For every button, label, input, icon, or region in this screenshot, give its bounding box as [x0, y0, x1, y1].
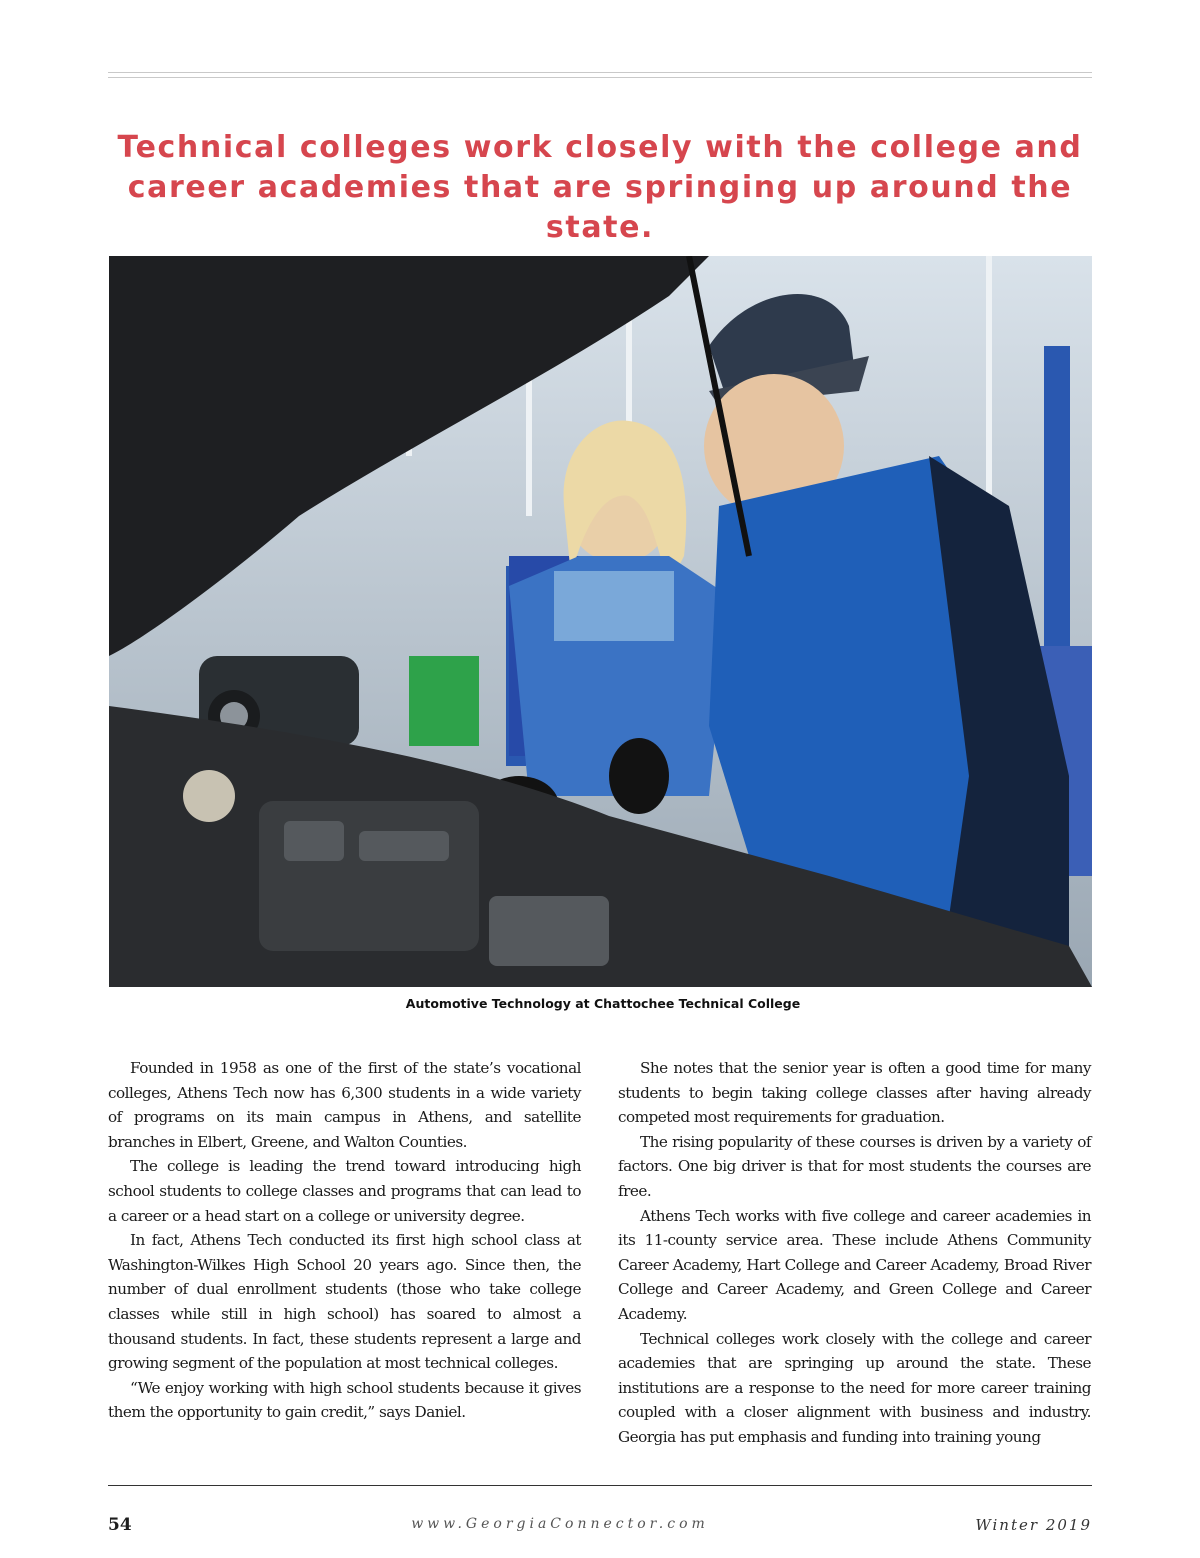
issue-label: Winter 2019 [975, 1516, 1092, 1534]
paragraph: The rising popularity of these courses is driven by a variety of factors. One big driver is that for most students the courses are free. [618, 1132, 1091, 1200]
top-rule-second [108, 77, 1092, 78]
automotive-photo [109, 256, 1092, 987]
page-number: 54 [108, 1515, 132, 1535]
paragraph: Founded in 1958 as one of the first of the state’s vocational colleges, Athens Tech now has 6,300 students in a wide variety of programs on its main campus in Athens, and satellite branches in Elbert, Greene, and Walton Counties. [108, 1059, 581, 1151]
paragraph: Technical colleges work closely with the college and career academies that are springing up around the state. These institutions are a response to the need for more career training coupled with a closer alignment with business and industry. Georgia has put emphasis and funding into training young [618, 1329, 1091, 1446]
paragraph: The college is leading the trend toward introducing high school students to college classes and programs that can lead to a career or a head start on a college or university degree. [108, 1157, 581, 1225]
photo-caption: Automotive Technology at Chattochee Technical College [405, 996, 801, 1011]
paragraph: Athens Tech works with five college and career academies in its 11-county service area. These include Athens Community Career Academy, Hart College and Career Academy, Broad River College and Career Academy, and Green College and Career Academy. [618, 1206, 1091, 1323]
photo-illustration [109, 256, 1092, 987]
right-column [618, 1056, 1091, 1450]
website-link[interactable]: www.GeorgiaConnector.com [411, 1516, 709, 1532]
footer-rule [108, 1485, 1092, 1486]
top-rule [108, 72, 1092, 73]
paragraph: She notes that the senior year is often a good time for many students to begin taking college classes after having already competed most requirements for graduation. [618, 1059, 1091, 1127]
paragraph: In fact, Athens Tech conducted its first high school class at Washington-Wilkes High School 20 years ago. Since then, the number of dual enrollment students (those who take college classes while still in high school) has soared to almost a thousand students. In fact, these students represent a large and growing segment of the population at most technical colleges. [108, 1231, 581, 1373]
pull-quote [108, 128, 1092, 248]
pull-quote-line-2: career academies that are springing up around the state. [127, 170, 1073, 245]
left-column [108, 1056, 581, 1425]
pull-quote-line-1: Technical colleges work closely with the college and [117, 130, 1083, 165]
paragraph: “We enjoy working with high school students because it gives them the opportunity to gain credit,” says Daniel. [108, 1378, 581, 1422]
